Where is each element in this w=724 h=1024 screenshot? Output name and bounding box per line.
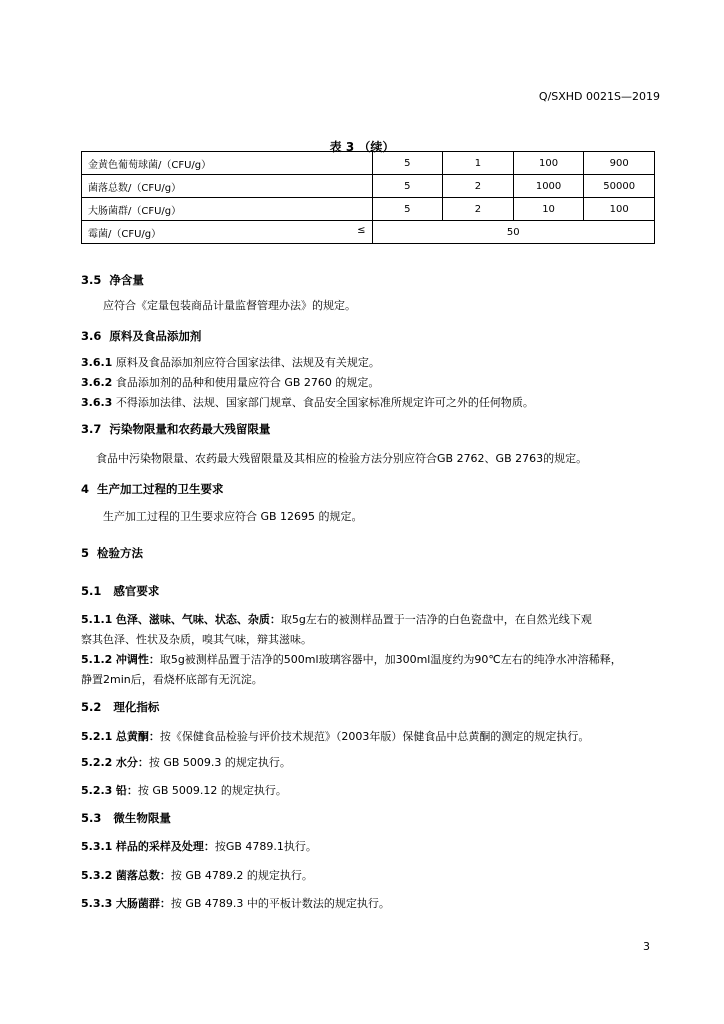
section-heading: 3.5 净含量 — [81, 273, 144, 287]
cell-n: 5 — [372, 175, 443, 198]
page-number: 3 — [643, 940, 650, 953]
row-name: 金黄色葡萄球菌/（CFU/g） — [82, 152, 373, 175]
cell-M: 900 — [584, 152, 655, 175]
row-name: 菌落总数/（CFU/g） — [82, 175, 373, 198]
cell-c: 2 — [443, 175, 514, 198]
clause: 3.6.1 原料及食品添加剂应符合国家法律、法规及有关规定。 — [81, 356, 380, 369]
clause: 5.2.3 铅：按 GB 5009.12 的规定执行。 — [81, 784, 287, 797]
section-heading: 3.7 污染物限量和农药最大残留限量 — [81, 422, 271, 436]
paragraph: 食品中污染物限量、农药最大残留限量及其相应的检验方法分别应符合GB 2762、GB 2763的规定。 — [96, 452, 588, 465]
microbial-limits-table — [81, 151, 655, 244]
row-name — [82, 221, 373, 244]
clause: 3.6.2 食品添加剂的品种和使用量应符合 GB 2760 的规定。 — [81, 376, 380, 389]
clause: 5.2.2 水分：按 GB 5009.3 的规定执行。 — [81, 756, 291, 769]
section-heading: 4 生产加工过程的卫生要求 — [81, 482, 224, 496]
clause: 5.1.1 色泽、滋味、气味、状态、杂质：取5g左右的被测样品置于一洁净的白色瓷盘中，在自然光线下观 — [81, 613, 592, 626]
section-heading: 3.6 原料及食品添加剂 — [81, 329, 202, 343]
clause: 5.3.2 菌落总数：按 GB 4789.2 的规定执行。 — [81, 869, 313, 882]
section-heading: 5.2 理化指标 — [81, 700, 160, 714]
cell-M: 100 — [584, 198, 655, 221]
paragraph: 应符合《定量包装商品计量监督管理办法》的规定。 — [103, 299, 356, 312]
cell-m: 1000 — [513, 175, 584, 198]
section-heading: 5.1 感官要求 — [81, 584, 160, 598]
paragraph: 生产加工过程的卫生要求应符合 GB 12695 的规定。 — [103, 510, 363, 523]
table-row — [82, 175, 655, 198]
cell-n: 5 — [372, 152, 443, 175]
clause-continuation: 察其色泽、性状及杂质，嗅其气味，辩其滋味。 — [81, 633, 312, 646]
clause: 5.3.1 样品的采样及处理：按GB 4789.1执行。 — [81, 840, 317, 853]
cell-m: 100 — [513, 152, 584, 175]
row-name: 大肠菌群/（CFU/g） — [82, 198, 373, 221]
clause-continuation: 静置2min后，看烧杯底部有无沉淀。 — [81, 673, 263, 686]
section-heading: 5.3 微生物限量 — [81, 811, 171, 825]
cell-mold-value: 50 — [372, 221, 654, 244]
clause: 5.2.1 总黄酮：按《保健食品检验与评价技术规范》（2003年版）保健食品中总黄酮的测定的规定执行。 — [81, 730, 590, 743]
cell-c: 1 — [443, 152, 514, 175]
cell-n: 5 — [372, 198, 443, 221]
table-row — [82, 221, 655, 244]
table-row — [82, 198, 655, 221]
standard-number: Q/SXHD 0021S—2019 — [538, 90, 660, 103]
clause: 5.3.3 大肠菌群：按 GB 4789.3 中的平板计数法的规定执行。 — [81, 897, 390, 910]
less-equal-symbol: ≤ — [357, 224, 366, 236]
table-row — [82, 152, 655, 175]
clause: 5.1.2 冲调性：取5g被测样品置于洁净的500ml玻璃容器中，加300ml温度约为90℃左右的纯净水冲溶稀释， — [81, 653, 622, 666]
clause: 3.6.3 不得添加法律、法规、国家部门规章、食品安全国家标准所规定许可之外的任何物质。 — [81, 396, 534, 409]
section-heading: 5 检验方法 — [81, 546, 144, 560]
cell-m: 10 — [513, 198, 584, 221]
cell-c: 2 — [443, 198, 514, 221]
table-caption: 表 3 （续） — [329, 140, 395, 154]
mold-name: 霉菌/（CFU/g） — [88, 228, 162, 240]
cell-M: 50000 — [584, 175, 655, 198]
